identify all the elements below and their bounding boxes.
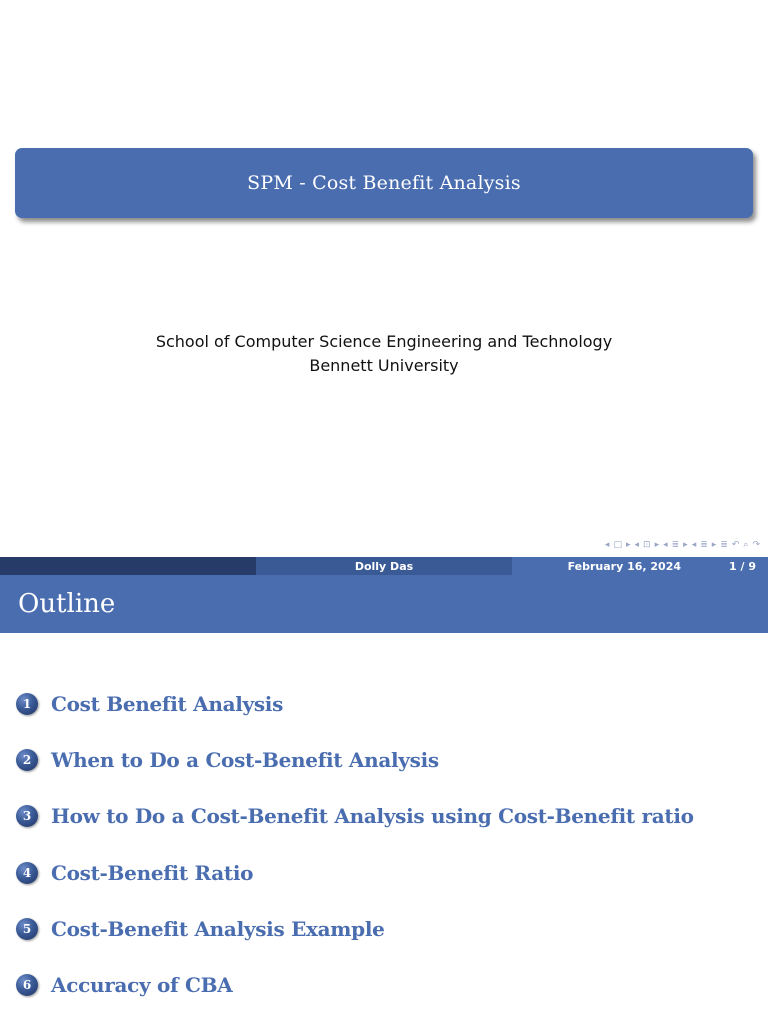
nav-document-icon[interactable]: ≣ (720, 540, 728, 550)
nav-next-subsection-icon[interactable]: ▸ (683, 540, 688, 550)
nav-frame-icon[interactable]: ⊡ (643, 540, 651, 550)
institute-university: Bennett University (309, 356, 459, 375)
outline-item-4[interactable] (16, 858, 253, 888)
footer-author: Dolly Das (354, 559, 414, 573)
nav-prev-frame-icon[interactable]: ◂ (634, 540, 640, 550)
nav-next-section-icon[interactable]: ▸ (711, 540, 717, 550)
footer-right (512, 557, 768, 575)
outline-item-6[interactable] (16, 970, 232, 1000)
beamer-navigation (605, 538, 760, 552)
footer-center (256, 557, 512, 575)
outline-item-label: How to Do a Cost-Benefit Analysis using Cost-Benefit ratio (51, 804, 694, 828)
outline-item-label: Cost-Benefit Ratio (51, 861, 254, 885)
outline-item-5[interactable] (16, 914, 385, 944)
outline-number-6-icon: 6 (16, 974, 38, 996)
nav-prev-slide-icon[interactable]: ◂ (604, 540, 610, 550)
outline-number-1-icon: 1 (16, 693, 38, 715)
outline-item-label: Accuracy of CBA (51, 973, 233, 997)
outline-title: Outline (18, 589, 116, 619)
outline-item-label: Cost-Benefit Analysis Example (51, 917, 385, 941)
outline-number-5-icon: 5 (16, 918, 38, 940)
nav-subsection-icon[interactable]: ≣ (671, 540, 680, 550)
outline-item-label: Cost Benefit Analysis (51, 692, 284, 716)
outline-item-label: When to Do a Cost-Benefit Analysis (51, 748, 439, 772)
outline-number-3-icon: 3 (16, 805, 38, 827)
nav-section-icon[interactable]: ≣ (700, 540, 708, 550)
presentation-title: SPM - Cost Benefit Analysis (247, 172, 521, 194)
outline-item-1[interactable] (16, 689, 283, 719)
nav-prev-subsection-icon[interactable]: ◂ (663, 540, 668, 550)
footer-date: February 16, 2024 (567, 559, 682, 573)
slide-footer (0, 557, 768, 575)
nav-next-slide-icon[interactable]: ▸ (625, 540, 631, 550)
nav-slide-icon[interactable]: □ (613, 540, 622, 550)
title-banner (15, 148, 753, 218)
outline-header (0, 575, 768, 633)
nav-back-icon[interactable]: ↶ (731, 540, 740, 550)
outline-number-4-icon: 4 (16, 862, 38, 884)
nav-search-icon[interactable]: ⌕ (743, 540, 749, 550)
institute-school: School of Computer Science Engineering and Technology (155, 332, 613, 351)
nav-next-frame-icon[interactable]: ▸ (654, 540, 660, 550)
institute-block (0, 330, 768, 378)
nav-prev-section-icon[interactable]: ◂ (691, 540, 697, 550)
outline-number-2-icon: 2 (16, 749, 38, 771)
footer-page-number: 1 / 9 (729, 559, 756, 573)
outline-item-2[interactable] (16, 745, 439, 775)
nav-forward-icon[interactable]: ↷ (752, 540, 760, 550)
footer-left (0, 557, 256, 575)
outline-item-3[interactable] (16, 801, 694, 831)
